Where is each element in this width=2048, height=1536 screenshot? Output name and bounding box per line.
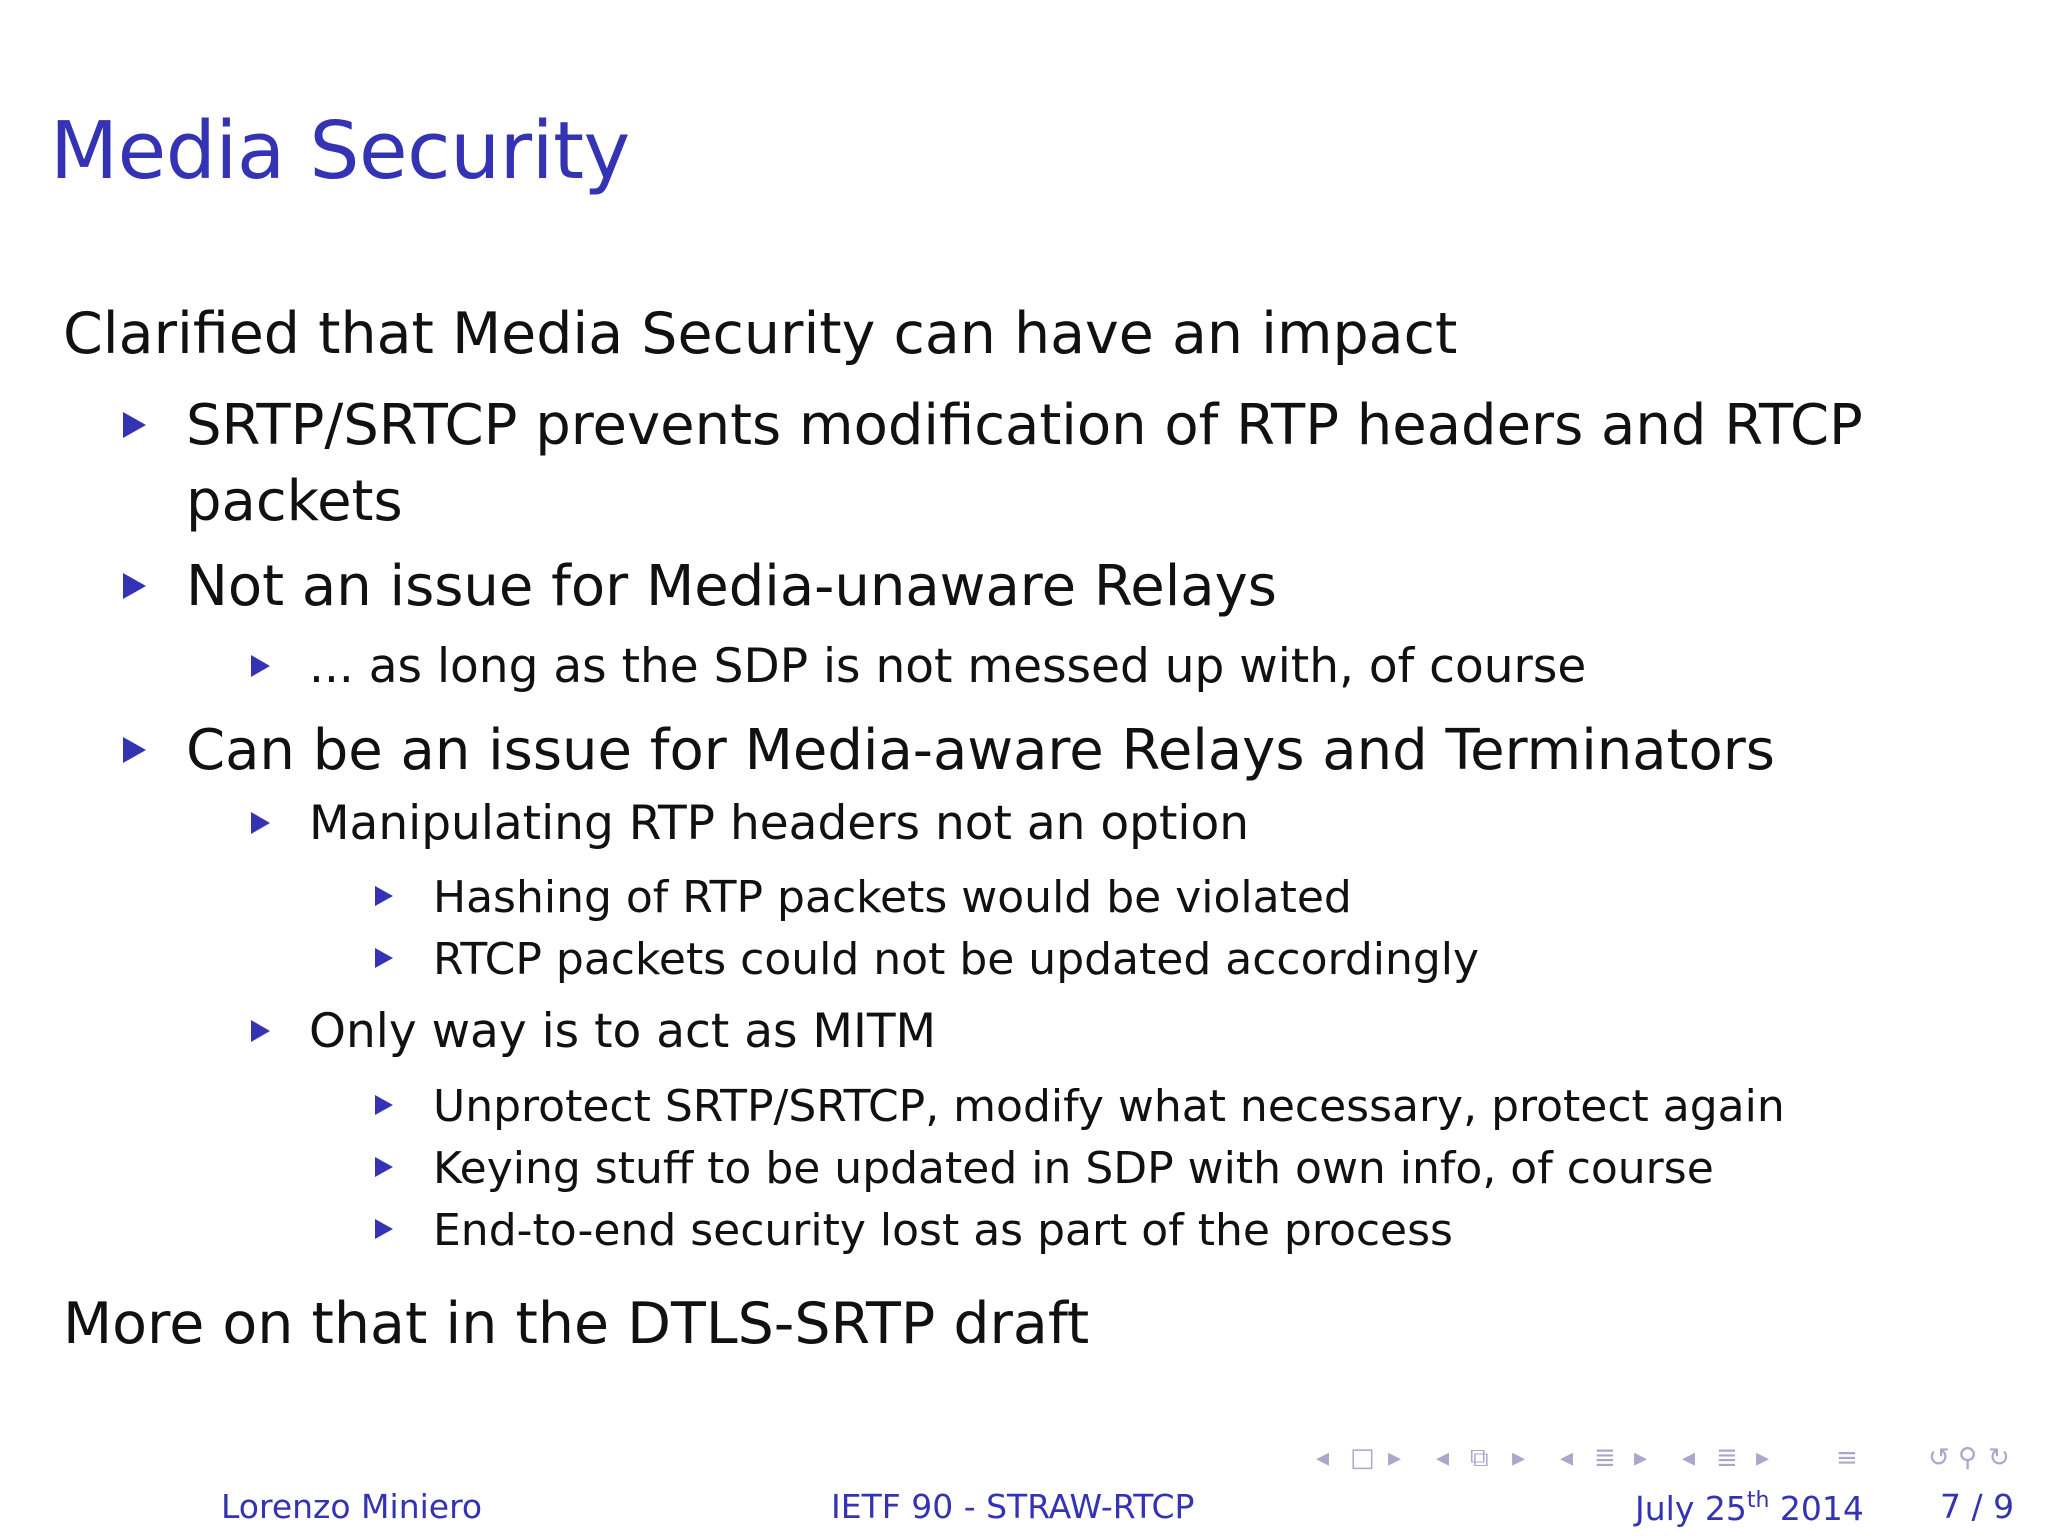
item-aware: Can be an issue for Media-aware Relays and Terminators — [186, 718, 1775, 783]
nav-frame-icon[interactable]: □ — [1350, 1443, 1375, 1473]
bullet-icon — [251, 812, 270, 834]
item-unprotect: Unprotect SRTP/SRTCP, modify what necessary, protect again — [433, 1081, 1785, 1132]
footer-author: Lorenzo Miniero — [221, 1487, 483, 1526]
item-manip: Manipulating RTP headers not an option — [309, 796, 1250, 851]
nav-subsection-prev-icon[interactable]: ◂ — [1436, 1443, 1450, 1473]
nav-section-next-icon[interactable]: ▸ — [1634, 1443, 1648, 1473]
nav-search-icon[interactable]: ⚲ — [1958, 1443, 1978, 1473]
nav-doc-next-icon[interactable]: ▸ — [1756, 1443, 1770, 1473]
bullet-icon — [123, 412, 146, 438]
item-rtcp-update: RTCP packets could not be updated accordingly — [433, 934, 1480, 985]
item-unaware-sub: ... as long as the SDP is not messed up with, of course — [309, 639, 1587, 694]
bullet-icon — [375, 1157, 393, 1177]
nav-doc-prev-icon[interactable]: ◂ — [1682, 1443, 1696, 1473]
footer-date-sup: th — [1746, 1488, 1770, 1513]
footer-event: IETF 90 - STRAW-RTCP — [831, 1487, 1195, 1526]
item-hashing: Hashing of RTP packets would be violated — [433, 872, 1352, 923]
item-keying: Keying stuff to be updated in SDP with own info, of course — [433, 1143, 1714, 1194]
nav-back-icon[interactable]: ↺ — [1928, 1443, 1950, 1473]
bullet-icon — [375, 1219, 393, 1239]
slide-title: Media Security — [50, 105, 630, 197]
bullet-icon — [375, 886, 393, 906]
bullet-icon — [123, 737, 146, 763]
bullet-icon — [251, 655, 270, 677]
nav-align-icon[interactable]: ≡ — [1836, 1443, 1858, 1473]
nav-frame-prev-icon[interactable]: ◂ — [1316, 1443, 1330, 1473]
closing-text: More on that in the DTLS-SRTP draft — [63, 1291, 1090, 1357]
nav-doc-icon[interactable]: ≣ — [1716, 1443, 1738, 1473]
navigation-bar — [1316, 1442, 2036, 1474]
intro-text: Clarified that Media Security can have an impact — [63, 301, 1458, 367]
item-srtp-line2: packets — [186, 469, 403, 534]
bullet-icon — [251, 1020, 270, 1042]
bullet-icon — [123, 573, 146, 599]
nav-subsection-next-icon[interactable]: ▸ — [1512, 1443, 1526, 1473]
item-unaware: Not an issue for Media-unaware Relays — [186, 554, 1277, 619]
item-mitm: Only way is to act as MITM — [309, 1004, 937, 1059]
item-srtp-line1: SRTP/SRTCP prevents modification of RTP headers and RTCP — [186, 393, 1863, 458]
nav-section-icon[interactable]: ≣ — [1594, 1443, 1616, 1473]
item-e2e: End-to-end security lost as part of the process — [433, 1205, 1453, 1256]
footer-date — [1635, 1488, 1864, 1528]
bullet-icon — [375, 948, 393, 968]
footer-date-prefix: July 25 — [1635, 1489, 1747, 1528]
footer-date-suffix: 2014 — [1769, 1489, 1864, 1528]
nav-subsection-icon[interactable]: ⧉ — [1470, 1443, 1489, 1473]
nav-forward-icon[interactable]: ↻ — [1988, 1443, 2010, 1473]
footer-page-number: 7 / 9 — [1940, 1487, 2015, 1526]
bullet-icon — [375, 1095, 393, 1115]
nav-section-prev-icon[interactable]: ◂ — [1560, 1443, 1574, 1473]
nav-frame-next-icon[interactable]: ▸ — [1388, 1443, 1402, 1473]
